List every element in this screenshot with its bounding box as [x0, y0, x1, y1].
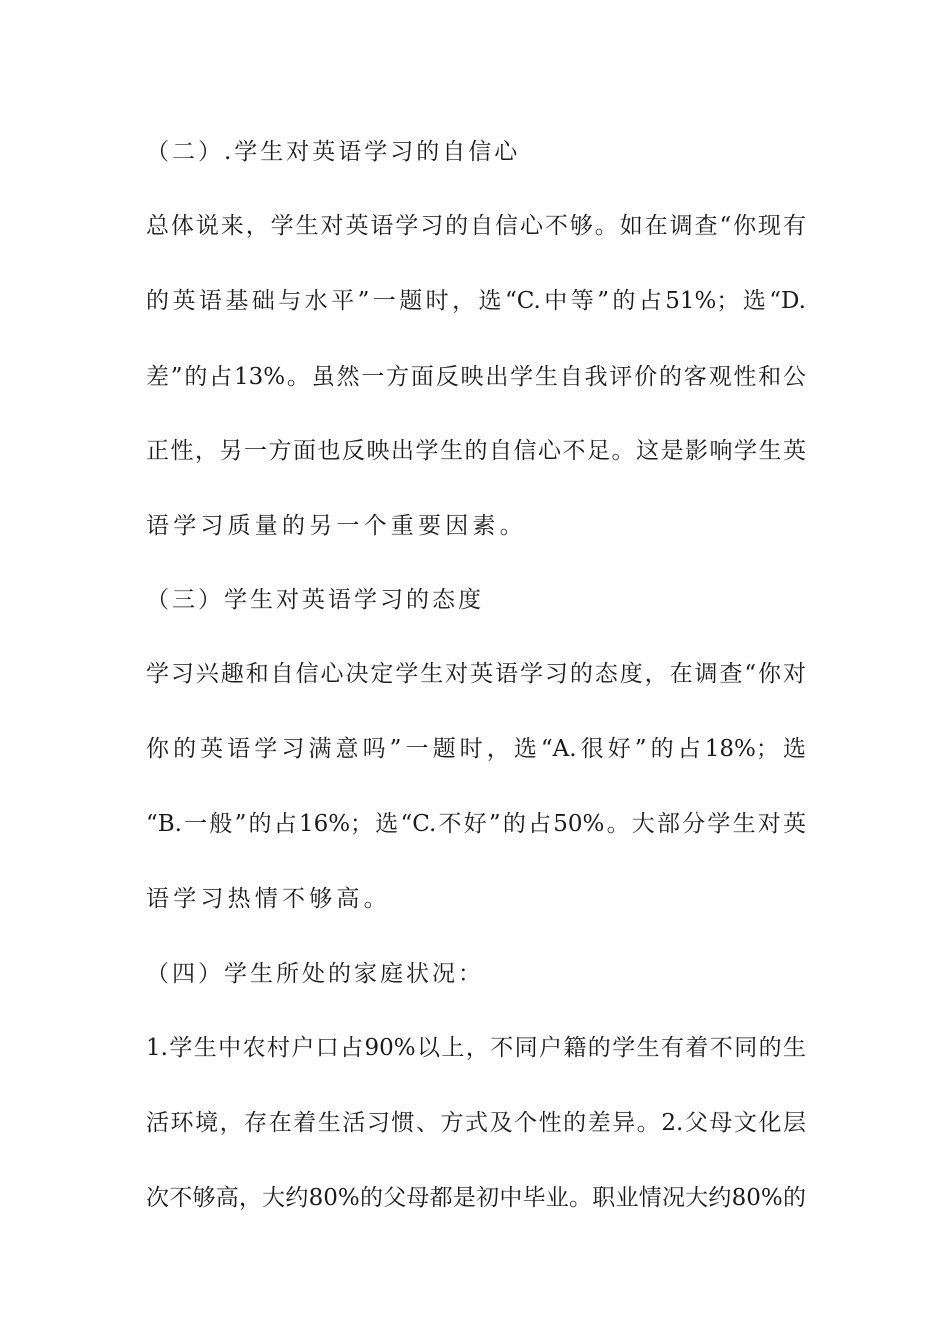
paragraph-line: 正性，另一方面也反映出学生的自信心不足。这是影响学生英	[146, 438, 806, 464]
paragraph-line: 活环境，存在着生活习惯、方式及个性的差异。2.父母文化层	[146, 1110, 806, 1136]
paragraph-line: 语学习热情不够高。	[146, 886, 391, 912]
paragraph-line: 差”的占13%。虽然一方面反映出学生自我评价的客观性和公	[146, 364, 806, 390]
paragraph-line: 语学习质量的另一个重要因素。	[146, 513, 527, 539]
paragraph-line: 次不够高，大约80%的父母都是初中毕业。职业情况大约80%的	[146, 1185, 806, 1211]
paragraph-line: 1.学生中农村户口占90%以上，不同户籍的学生有着不同的生	[146, 1035, 806, 1061]
section-heading-confidence: （二）.学生对英语学习的自信心	[146, 139, 521, 165]
section-heading-attitude: （三）学生对英语学习的态度	[146, 587, 484, 613]
paragraph-line: “B.一般”的占16%；选“C.不好”的占50%。大部分学生对英	[146, 811, 806, 837]
paragraph-line: 你的英语学习满意吗”一题时，选“A.很好”的占18%；选	[146, 736, 806, 762]
section-heading-family: （四）学生所处的家庭状况：	[146, 961, 484, 987]
paragraph-line: 的英语基础与水平”一题时，选“C.中等”的占51%；选“D.	[146, 288, 806, 314]
paragraph-line: 总体说来，学生对英语学习的自信心不够。如在调查“你现有	[146, 213, 806, 239]
paragraph-line: 学习兴趣和自信心决定学生对英语学习的态度，在调查“你对	[146, 661, 806, 687]
